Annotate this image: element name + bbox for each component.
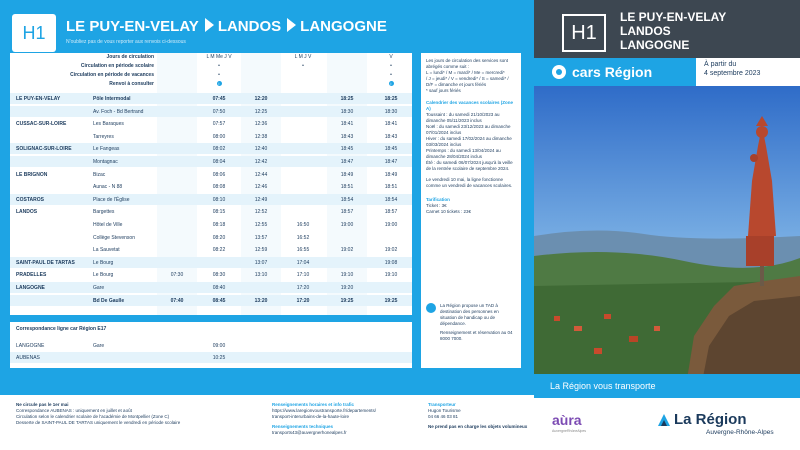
tech-email-link[interactable]: transports43@auvergnerhonealpes.fr [272, 430, 347, 435]
info-icon: i [199, 81, 239, 87]
connection-title: Correspondance ligne car Région E17 [16, 326, 107, 332]
departure-time: 17:20 [296, 285, 310, 291]
cover-title-line: LANGOGNE [620, 38, 690, 52]
departure-time: 18:51 [384, 184, 398, 191]
fare-line: Ticket : 3€ [426, 203, 447, 208]
header-cell: L M Me J V [206, 54, 232, 60]
stop-name: Montagnac [93, 159, 118, 165]
footer-note-line: Correspondance AUBENAS : uniquement en juillet et août [16, 408, 132, 413]
table-row [10, 269, 412, 280]
stop-name: Aunac - N 88 [93, 184, 123, 191]
table-row [10, 194, 412, 205]
arrow-right-icon [205, 18, 214, 32]
departure-time: 07:45 [212, 96, 226, 102]
arrow-right-icon [287, 18, 296, 32]
cover-photo [534, 86, 800, 398]
departure-time: 08:06 [212, 171, 226, 178]
departure-time: 18:51 [340, 184, 354, 191]
days-legend-line: L = lundi* / M = mardi* / Me = mercredi* [426, 70, 505, 75]
departure-time: 19:10 [340, 272, 354, 279]
calendar-title: Calendrier des vacances scolaires (Zone A) [426, 100, 514, 111]
table-row [10, 93, 412, 104]
departure-time: 18:47 [384, 159, 398, 165]
departure-time: 18:49 [384, 171, 398, 178]
stop-name: La Sauvetat [93, 247, 120, 254]
table-row [10, 244, 412, 255]
departure-time: 08:45 [212, 297, 226, 304]
town-name: LANGOGNE [16, 343, 45, 349]
table-row [10, 118, 412, 129]
days-legend-line: / J = jeudi* / V = vendredi* / S = samedi* / [426, 76, 509, 81]
departure-time: 18:43 [340, 133, 354, 140]
departure-time: 12:20 [254, 96, 268, 102]
departure-time: 19:02 [384, 247, 398, 254]
departure-time: 12:46 [254, 184, 268, 191]
departure-time: 07:50 [212, 108, 226, 115]
stop-name: Le Fangeas [93, 146, 120, 153]
departure-time: 08:22 [212, 247, 226, 254]
cover-panel [534, 0, 800, 450]
header-cell: L M J V [294, 54, 312, 60]
route-title [66, 18, 387, 35]
holiday-period: Hiver : du samedi 17/02/2024 au dimanche 03/03/2024 inclus [426, 136, 512, 147]
departure-time: 07:40 [170, 297, 184, 304]
departure-time: 12:42 [254, 159, 268, 165]
days-intro: Les jours de circulation des services sont abrégés comme suit : [426, 58, 509, 69]
town-name: LE PUY-EN-VELAY [16, 96, 61, 102]
departure-time: 17:10 [296, 272, 310, 279]
departure-time: 18:57 [340, 209, 354, 216]
departure-time: 13:20 [254, 297, 268, 304]
departure-time: 18:47 [340, 159, 354, 165]
departure-time: 19:25 [340, 297, 354, 304]
info-icon: i [371, 81, 411, 87]
la-region-logo-icon [656, 412, 672, 428]
departure-time: 07:30 [170, 272, 184, 279]
header-cell: • [302, 63, 304, 69]
departure-time: 18:49 [340, 171, 354, 178]
departure-time: 08:15 [212, 209, 226, 216]
stop-name: Tarreyres [93, 133, 114, 140]
validity-value: 4 septembre 2023 [704, 70, 761, 77]
stop-name: Bargettes [93, 209, 115, 216]
departure-time: 08:18 [212, 222, 226, 228]
departure-time: 17:20 [296, 297, 310, 304]
header-label: Circulation en période de vacances [70, 72, 154, 78]
logos [534, 398, 800, 450]
table-row [10, 181, 412, 192]
route-destination: LANGOGNE [300, 18, 387, 35]
la-region-name: La Région [674, 411, 747, 428]
stop-name: Av. Foch - Bd Bertrand [93, 108, 144, 115]
stop-name: Le Bourg [93, 272, 114, 279]
header-cell: • [218, 63, 220, 69]
notice-text: N'oubliez pas de vous reporter aux renvois ci-dessous [66, 39, 186, 45]
table-row [10, 106, 412, 117]
footer [0, 395, 534, 450]
departure-time: 08:00 [212, 133, 226, 140]
departure-time: 08:02 [212, 146, 226, 153]
timetable [10, 53, 412, 315]
departure-time: 19:02 [340, 247, 354, 254]
brand-name: cars Région [572, 64, 653, 80]
departure-time: 19:20 [340, 285, 354, 291]
departure-time: 12:38 [254, 133, 268, 140]
departure-time: 18:41 [340, 121, 354, 128]
footer-tech-title: Renseignements techniques [272, 424, 334, 429]
accessibility-icon [426, 303, 436, 313]
stop-name: Gare [93, 285, 105, 291]
departure-time: 19:00 [340, 222, 354, 228]
stop-name: Bizac [93, 171, 106, 178]
table-row [10, 143, 412, 154]
table-row [10, 219, 412, 230]
town-name: AUBENAS [16, 355, 40, 361]
town-name: SOLIGNAC-SUR-LOIRE [16, 146, 72, 153]
departure-time: 18:30 [340, 108, 354, 115]
footer-note-line: Desserte de SAINT-PAUL DE TARTAS uniquement le vendredi en période scolaire [16, 420, 181, 425]
departure-time: 08:40 [212, 285, 226, 291]
departure-time: 10:25 [212, 355, 226, 361]
line-badge: H1 [12, 14, 56, 52]
holiday-period: Été : du samedi 06/07/2024 jusqu'à la veille de la rentrée scolaire de septembre 2024. [426, 160, 513, 171]
header-label: Circulation en période scolaire [80, 63, 154, 69]
table-row [10, 232, 412, 243]
aura-logo-subtitle: AuvergneRhôneAlpes [552, 429, 587, 433]
table-row [10, 169, 412, 180]
cover-line-badge: H1 [562, 14, 606, 52]
departure-time: 08:10 [212, 196, 226, 203]
cover-title-line: LE PUY-EN-VELAY [620, 10, 727, 24]
departure-time: 12:49 [254, 196, 268, 203]
cover-header [534, 0, 800, 58]
footer-contact [272, 402, 412, 436]
connection-table [10, 322, 412, 368]
departure-time: 18:57 [384, 209, 398, 216]
region-slogan: La Région vous transporte [534, 374, 800, 398]
holiday-period: Printemps : du samedi 13/04/2024 au dimanche 28/04/2024 inclus [426, 148, 501, 159]
table-row [10, 156, 412, 167]
brand-bar [534, 58, 696, 86]
table-row [10, 131, 412, 142]
route-via: LANDOS [217, 18, 282, 35]
footer-link-line: transport-interurbains-de-la-haute-loire [272, 414, 350, 419]
departure-time: 12:36 [254, 121, 268, 128]
departure-time: 12:59 [254, 247, 268, 254]
stop-name: Collège Stevenson [93, 234, 135, 241]
friday-note: Le vendredi 10 mai, la ligne fonctionne comme un vendredi de vacances scolaires. [426, 177, 513, 188]
footer-carrier [428, 402, 528, 430]
departure-time: 16:50 [296, 222, 310, 228]
fare-title: Tarification [426, 197, 450, 202]
departure-time: 19:10 [384, 272, 398, 279]
table-row [10, 206, 412, 217]
header-label: Jours de circulation [106, 54, 154, 60]
header-cell: • [390, 72, 392, 78]
town-name: LANDOS [16, 209, 38, 216]
cover-title-line: LANDOS [620, 24, 671, 38]
departure-time: 13:57 [254, 234, 268, 241]
departure-time: 12:25 [254, 108, 268, 115]
departure-time: 18:54 [384, 196, 398, 203]
departure-time: 19:08 [384, 259, 398, 266]
table-row [10, 295, 412, 306]
departure-time: 18:43 [384, 133, 398, 140]
departure-time: 18:45 [384, 146, 398, 153]
departure-time: 18:54 [340, 196, 354, 203]
town-name: LE BRIGNON [16, 171, 48, 178]
table-row [10, 282, 412, 293]
departure-time: 08:30 [212, 272, 226, 279]
connection-row [10, 340, 412, 351]
footer-info-title: Renseignements horaires et info trafic [272, 402, 355, 407]
header-cell: • [218, 72, 220, 78]
tad-contact: Renseignement et réservation au 04 8000 7000. [440, 330, 513, 341]
town-name: LANGOGNE [16, 285, 45, 291]
departure-time: 09:00 [212, 343, 226, 349]
stop-name: Les Baraques [93, 121, 124, 128]
cars-region-logo-icon [552, 65, 566, 79]
holiday-period: Toussaint : du samedi 21/10/2023 au dimanche 05/11/2023 inclus [426, 112, 500, 123]
departure-time: 12:52 [254, 209, 268, 216]
cover-title [620, 10, 726, 52]
aura-logo: aùra [552, 412, 582, 428]
footer-notes-title: Ne circule pas le 1er mai [16, 402, 69, 407]
stop-name: Place de l'Église [93, 196, 130, 203]
town-name: COSTAROS [16, 196, 44, 203]
fare-line: Carnet 10 tickets : 23€ [426, 209, 472, 214]
luggage-note: Ne prend pas en charge les objets volumineux [428, 424, 528, 429]
validity-label: À partir du [704, 61, 737, 68]
header-cell: • [390, 63, 392, 69]
town-name: SAINT-PAUL DE TARTAS [16, 259, 75, 266]
footer-note-line: Circulation selon le calendrier scolaire de l'académie de Montpellier (Zone C) [16, 414, 170, 419]
departure-time: 16:55 [296, 247, 310, 254]
departure-time: 08:20 [212, 234, 226, 241]
departure-time: 18:45 [340, 146, 354, 153]
footer-notes [16, 402, 236, 426]
holiday-period: Noël : du samedi 23/12/2023 au dimanche 07/01/2024 inclus [426, 124, 511, 135]
connection-row [10, 352, 412, 363]
departure-time: 08:04 [212, 159, 226, 165]
carrier-line: Hugon Tourisme [428, 408, 461, 413]
stop-name: Pôle Intermodal [93, 96, 131, 102]
route-origin: LE PUY-EN-VELAY [66, 18, 199, 35]
town-name: PRADELLES [16, 272, 47, 279]
departure-time: 18:25 [384, 96, 398, 102]
departure-time: 17:04 [296, 259, 310, 266]
stop-name: Hôtel de Ville [93, 222, 123, 228]
departure-time: 19:25 [384, 297, 398, 304]
la-region-subtitle: Auvergne-Rhône-Alpes [706, 429, 774, 436]
departure-time: 18:41 [384, 121, 398, 128]
stop-name: Le Bourg [93, 259, 114, 266]
departure-time: 12:44 [254, 171, 268, 178]
departure-time: 13:10 [254, 272, 268, 279]
departure-time: 12:55 [254, 222, 268, 228]
carrier-title: Transporteur [428, 402, 456, 407]
header-cell: V [389, 54, 393, 60]
days-legend-line: * sauf jours fériés [426, 88, 461, 93]
validity-date [704, 60, 760, 78]
stop-name: Gare [93, 343, 105, 349]
departure-time: 16:52 [296, 234, 310, 241]
departure-time: 08:08 [212, 184, 226, 191]
tad-note: La Région propose un TAD à destination des personnes en situation de handicap ou de dépendance. [440, 303, 499, 326]
carrier-line: 04 66 46 03 81 [428, 414, 459, 419]
departure-time: 12:40 [254, 146, 268, 153]
departure-time: 19:00 [384, 222, 398, 228]
town-name: CUSSAC-SUR-LOIRE [16, 121, 67, 128]
departure-time: 07:57 [212, 121, 226, 128]
stop-name: Bd De Gaulle [93, 297, 125, 304]
table-row [10, 257, 412, 268]
header-label: Renvoi à consulter [109, 81, 154, 87]
days-legend-line: D/F = dimanche et jours fériés [426, 82, 487, 87]
footer-link-line: https://www.laregionvoustransporte.fr/departements/ [272, 408, 377, 413]
departure-time: 13:07 [254, 259, 268, 266]
departure-time: 18:25 [340, 96, 354, 102]
departure-time: 18:30 [384, 108, 398, 115]
info-sidebar [421, 53, 521, 368]
